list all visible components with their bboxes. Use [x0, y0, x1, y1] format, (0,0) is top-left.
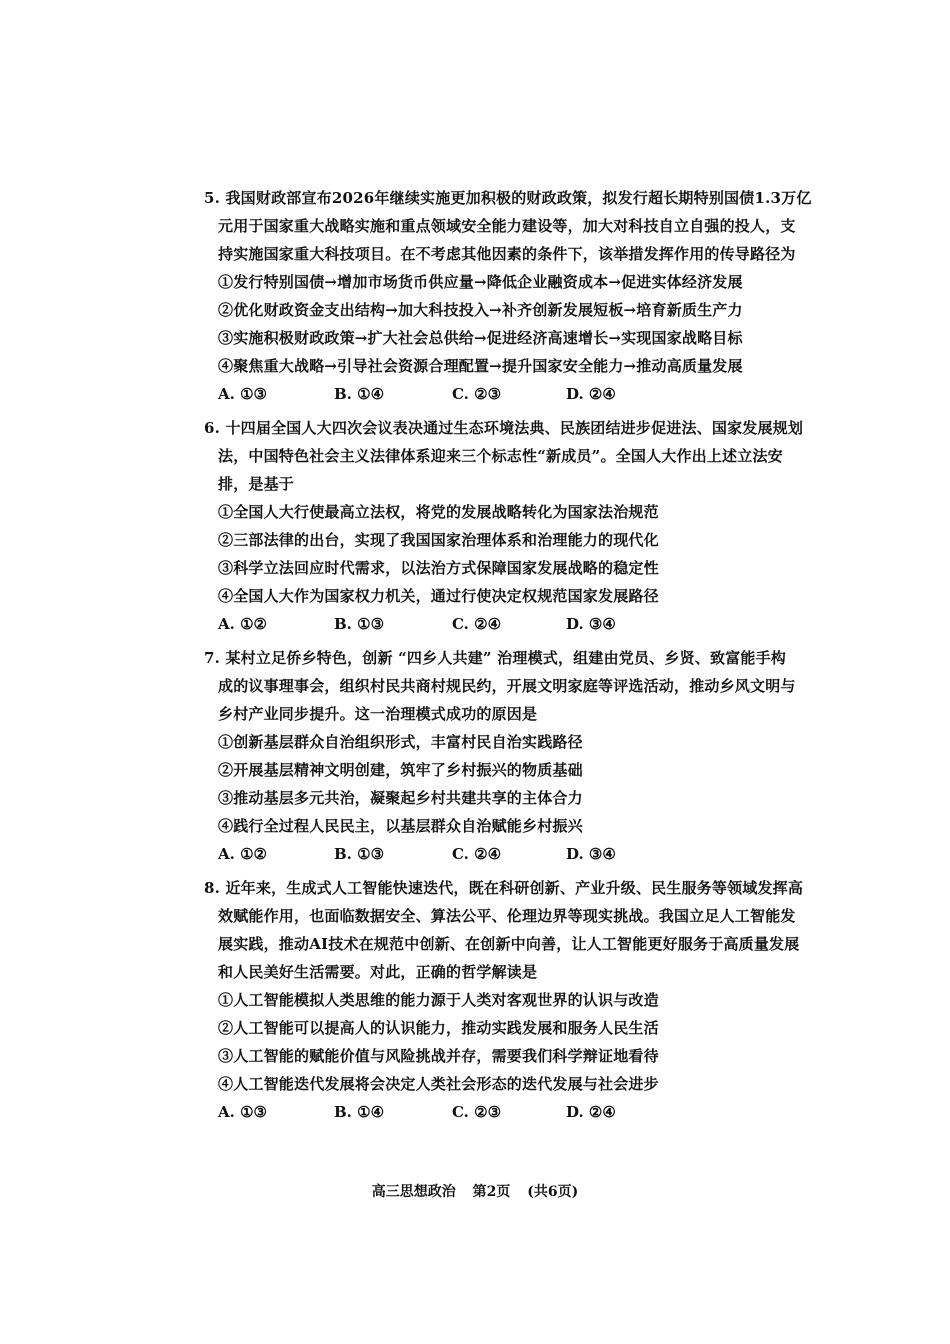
choice-d: D. ③④ [566, 845, 616, 863]
statement-2: ②三部法律的出台，实现了我国国家治理体系和治理能力的现代化 [218, 531, 659, 549]
footer-subject: 高三思想政治 [371, 1184, 456, 1200]
choice-b: B. ①③ [334, 845, 385, 863]
statement-3: ③人工智能的赋能价值与风险挑战并存，需要我们科学辩证地看待 [218, 1047, 659, 1065]
statement-2: ②开展基层精神文明创建，筑牢了乡村振兴的物质基础 [218, 761, 583, 779]
footer-total-pages: (共6页) [527, 1184, 579, 1200]
question-5 [204, 184, 812, 408]
choice-c: C. ②③ [452, 1103, 502, 1121]
question-stem-line: 7. 某村立足侨乡特色，创新 “四乡人共建” 治理模式，组建由党员、乡贤、致富能手构 [204, 649, 786, 667]
question-stem-line: 8. 近年来，生成式人工智能快速迭代，既在科研创新、产业升级、民生服务等领域发挥高 [204, 879, 804, 897]
question-stem-line: 展实践，推动AI技术在规范中创新、在创新中向善，让人工智能更好服务于高质量发展 [218, 935, 800, 953]
question-stem-line: 5. 我国财政部宣布2026年继续实施更加积极的财政政策，拟发行超长期特别国债1.3万亿 [204, 189, 812, 207]
question-stem-line: 法，中国特色社会主义法律体系迎来三个标志性“新成员”。全国人大作出上述立法安 [218, 447, 783, 465]
statement-2: ②人工智能可以提高人的认识能力，推动实践发展和服务人民生活 [218, 1019, 659, 1037]
choice-b: B. ①③ [334, 615, 385, 633]
statement-4: ④践行全过程人民民主，以基层群众自治赋能乡村振兴 [218, 817, 583, 835]
answer-choices [218, 840, 738, 868]
question-stem-line: 排，是基于 [218, 475, 295, 493]
statement-3: ③科学立法回应时代需求，以法治方式保障国家发展战略的稳定性 [218, 559, 659, 577]
statement-4: ④聚焦重大战略→引导社会资源合理配置→提升国家安全能力→推动高质量发展 [218, 357, 743, 375]
choice-d: D. ③④ [566, 615, 616, 633]
choice-c: C. ②④ [452, 845, 502, 863]
question-stem-line: 效赋能作用，也面临数据安全、算法公平、伦理边界等现实挑战。我国立足人工智能发 [218, 907, 796, 925]
question-stem-line: 持实施国家重大科技项目。在不考虑其他因素的条件下，该举措发挥作用的传导路径为 [218, 245, 796, 263]
statement-3: ③实施积极财政政策→扩大社会总供给→促进经济高速增长→实现国家战略目标 [218, 329, 743, 347]
question-8 [204, 874, 804, 1126]
question-stem-line: 和人民美好生活需要。对此，正确的哲学解读是 [218, 963, 538, 981]
choice-b: B. ①④ [334, 1103, 385, 1121]
page-footer [0, 1180, 950, 1204]
statement-1: ①创新基层群众自治组织形式，丰富村民自治实践路径 [218, 733, 583, 751]
statement-1: ①人工智能模拟人类思维的能力源于人类对客观世界的认识与改造 [218, 991, 659, 1009]
question-stem-line: 元用于国家重大战略实施和重点领域安全能力建设等，加大对科技自立自强的投人，支 [218, 217, 796, 235]
choice-d: D. ②④ [566, 1103, 616, 1121]
statement-1: ①发行特别国债→增加市场货币供应量→降低企业融资成本→促进实体经济发展 [218, 273, 743, 291]
choice-c: C. ②④ [452, 615, 502, 633]
question-7 [204, 644, 796, 868]
answer-choices [218, 380, 738, 408]
choice-a: A. ①② [218, 615, 267, 633]
footer-page-number: 第2页 [472, 1184, 511, 1200]
choice-b: B. ①④ [334, 385, 385, 403]
question-stem-line: 乡村产业同步提升。这一治理模式成功的原因是 [218, 705, 538, 723]
answer-choices [218, 1098, 738, 1126]
choice-c: C. ②③ [452, 385, 502, 403]
question-stem-line: 6. 十四届全国人大四次会议表决通过生态环境法典、民族团结进步促进法、国家发展规划 [204, 419, 804, 437]
choice-a: A. ①③ [218, 1103, 267, 1121]
statement-3: ③推动基层多元共治，凝聚起乡村共建共享的主体合力 [218, 789, 583, 807]
choice-a: A. ①② [218, 845, 267, 863]
statement-4: ④人工智能迭代发展将会决定人类社会形态的迭代发展与社会进步 [218, 1075, 659, 1093]
statement-2: ②优化财政资金支出结构→加大科技投入→补齐创新发展短板→培育新质生产力 [218, 301, 743, 319]
statement-4: ④全国人大作为国家权力机关，通过行使决定权规范国家发展路径 [218, 587, 659, 605]
choice-d: D. ②④ [566, 385, 616, 403]
question-stem-line: 成的议事理事会，组织村民共商村规民约，开展文明家庭等评选活动，推动乡风文明与 [218, 677, 796, 695]
choice-a: A. ①③ [218, 385, 267, 403]
question-6 [204, 414, 804, 638]
statement-1: ①全国人大行使最高立法权，将党的发展战略转化为国家法治规范 [218, 503, 659, 521]
answer-choices [218, 610, 738, 638]
